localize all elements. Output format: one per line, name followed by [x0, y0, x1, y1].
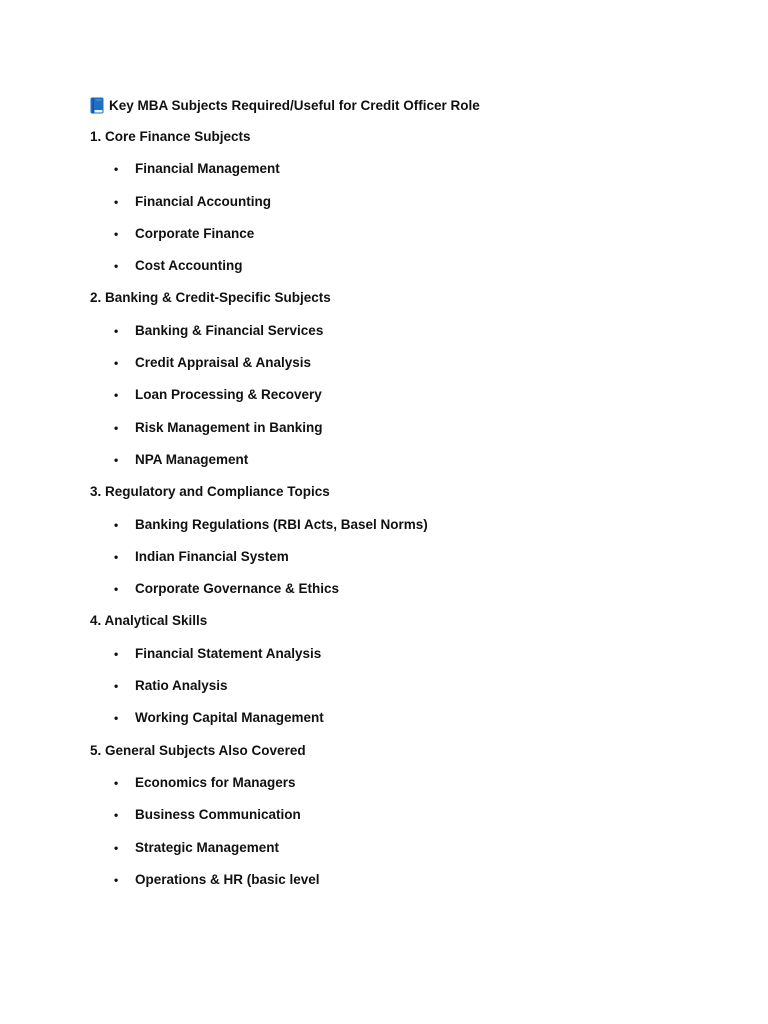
bullet-icon: • — [114, 582, 119, 597]
bullet-icon: • — [114, 162, 119, 177]
section-heading: 3. Regulatory and Compliance Topics — [90, 484, 330, 500]
list-item — [90, 514, 730, 536]
list-item-text: Banking Regulations (RBI Acts, Basel Norms) — [135, 516, 428, 532]
list-item — [90, 837, 730, 859]
list-item-text: Corporate Finance — [135, 225, 255, 241]
list-item — [90, 804, 730, 826]
section-heading: 2. Banking & Credit-Specific Subjects — [90, 290, 331, 306]
bullet-icon: • — [114, 646, 119, 661]
section-list — [90, 514, 730, 601]
section-heading: 4. Analytical Skills — [90, 613, 208, 629]
list-item-text: Risk Management in Banking — [135, 419, 323, 435]
bullet-icon: • — [114, 388, 119, 403]
list-item — [90, 772, 730, 794]
list-item-text: Financial Statement Analysis — [135, 645, 322, 661]
list-item-text: Indian Financial System — [135, 548, 289, 564]
bullet-icon: • — [114, 840, 119, 855]
sections-container — [90, 126, 730, 891]
list-item-text: Cost Accounting — [135, 258, 243, 274]
list-item — [90, 158, 730, 180]
section-list — [90, 772, 730, 891]
list-item-text: Corporate Governance & Ethics — [135, 581, 340, 597]
bullet-icon: • — [114, 872, 119, 887]
list-item — [90, 707, 730, 729]
list-item-text: Financial Management — [135, 161, 280, 177]
list-item — [90, 320, 730, 342]
list-item-text: Economics for Managers — [135, 774, 296, 790]
section-list — [90, 158, 730, 277]
document-title-row — [90, 94, 730, 116]
bullet-icon: • — [114, 420, 119, 435]
list-item-text: Operations & HR (basic level — [135, 871, 320, 887]
list-item — [90, 223, 730, 245]
list-item-text: Credit Appraisal & Analysis — [135, 355, 312, 371]
bullet-icon: • — [114, 775, 119, 790]
bullet-icon: • — [114, 808, 119, 823]
list-item — [90, 191, 730, 213]
list-item — [90, 352, 730, 374]
list-item — [90, 675, 730, 697]
section-heading: 5. General Subjects Also Covered — [90, 742, 306, 758]
bullet-icon: • — [114, 356, 119, 371]
bullet-icon: • — [114, 711, 119, 726]
list-item — [90, 449, 730, 471]
list-item-text: Working Capital Management — [135, 710, 324, 726]
bullet-icon: • — [114, 194, 119, 209]
list-item — [90, 578, 730, 600]
list-item — [90, 384, 730, 406]
document-page — [90, 94, 730, 901]
bullet-icon: • — [114, 517, 119, 532]
list-item-text: NPA Management — [135, 451, 249, 467]
list-item — [90, 546, 730, 568]
list-item — [90, 417, 730, 439]
section-heading: 1. Core Finance Subjects — [90, 129, 251, 144]
bullet-icon: • — [114, 226, 119, 241]
bullet-icon: • — [114, 259, 119, 274]
blue-book-icon — [90, 97, 104, 114]
section-list — [90, 643, 730, 730]
bullet-icon: • — [114, 323, 119, 338]
section-list — [90, 320, 730, 471]
list-item-text: Strategic Management — [135, 839, 280, 855]
list-item-text: Loan Processing & Recovery — [135, 387, 322, 403]
bullet-icon: • — [114, 679, 119, 694]
list-item-text: Ratio Analysis — [135, 678, 228, 694]
document-title: Key MBA Subjects Required/Useful for Credit Officer Role — [109, 97, 480, 113]
bullet-icon: • — [114, 549, 119, 564]
list-item-text: Business Communication — [135, 807, 301, 823]
list-item — [90, 643, 730, 665]
list-item — [90, 869, 730, 891]
list-item-text: Financial Accounting — [135, 193, 272, 209]
list-item-text: Banking & Financial Services — [135, 322, 324, 338]
bullet-icon: • — [114, 452, 119, 467]
list-item — [90, 255, 730, 277]
